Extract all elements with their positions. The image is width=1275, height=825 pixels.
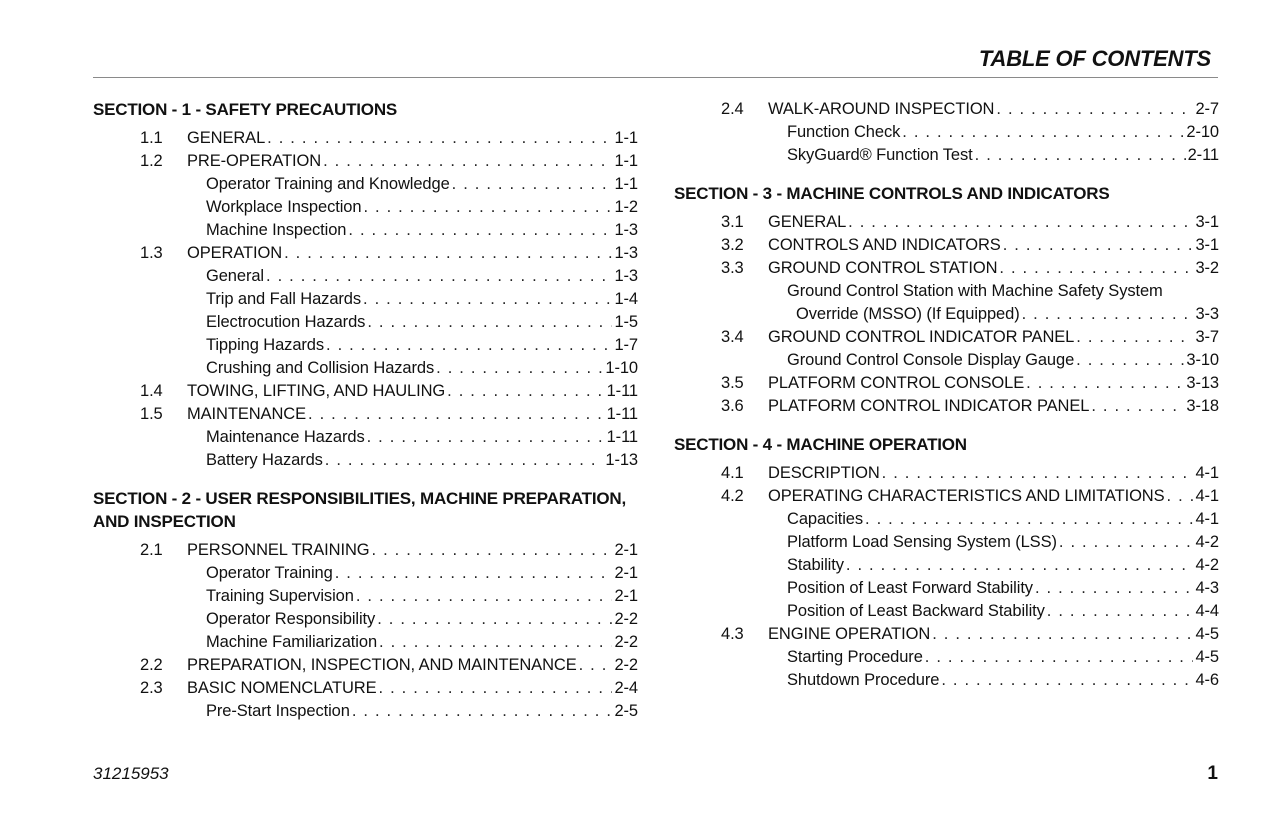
toc-entry-title: Electrocution Hazards [206, 313, 366, 331]
toc-entry[interactable] [93, 334, 638, 357]
toc-entry-line [206, 288, 638, 311]
toc-section [93, 487, 638, 723]
toc-entry-number: 1.5 [140, 405, 163, 423]
dot-leader [1003, 234, 1194, 257]
toc-entry-line [206, 631, 638, 654]
toc-entry-line [187, 380, 638, 403]
toc-entry-title: Shutdown Procedure [787, 671, 940, 689]
toc-entry-title: PREPARATION, INSPECTION, AND MAINTENANCE [187, 656, 577, 674]
section-heading[interactable]: SECTION - 2 - USER RESPONSIBILITIES, MACHINE PREPARATION, AND INSPECTION [93, 489, 626, 531]
toc-entry[interactable] [674, 234, 1219, 257]
section-heading[interactable]: SECTION - 4 - MACHINE OPERATION [674, 435, 967, 454]
toc-entry[interactable] [93, 677, 638, 700]
toc-entry[interactable] [93, 562, 638, 585]
toc-entry-page: 2-1 [614, 564, 638, 582]
toc-entry-page: 2-1 [614, 587, 638, 605]
toc-entry-line [768, 326, 1219, 349]
toc-entry[interactable] [93, 449, 638, 472]
toc-entry-title: PRE-OPERATION [187, 152, 322, 170]
toc-entry-page: 1-11 [606, 405, 638, 423]
dot-leader [452, 173, 613, 196]
toc-entry-title: Machine Familiarization [206, 633, 378, 651]
toc-entry[interactable] [674, 531, 1219, 554]
toc-entry-number: 2.3 [140, 679, 163, 697]
dot-leader [367, 426, 605, 449]
toc-entry-title: GENERAL [187, 129, 266, 147]
toc-entry-line [787, 508, 1219, 531]
toc-entry-title: Platform Load Sensing System (LSS) [787, 533, 1057, 551]
toc-entry-line [206, 265, 638, 288]
toc-entry-page: 2-10 [1186, 123, 1219, 141]
toc-entry-number: 3.6 [721, 397, 744, 415]
toc-entry-page: 1-10 [605, 359, 638, 377]
toc-entry-page: 1-1 [614, 175, 638, 193]
toc-entry-page: 3-7 [1195, 328, 1219, 346]
dot-leader [932, 623, 1193, 646]
dot-leader [356, 585, 613, 608]
dot-leader [308, 403, 605, 426]
toc-entry-title: GROUND CONTROL STATION [768, 259, 998, 277]
toc-entry-page: 3-3 [1195, 305, 1219, 323]
toc-entry-line [787, 600, 1219, 623]
toc-entry-line [768, 462, 1219, 485]
toc-entry-title: Position of Least Forward Stability [787, 579, 1033, 597]
toc-entry[interactable] [674, 326, 1219, 349]
toc-entry-page: 4-4 [1195, 602, 1219, 620]
toc-entry-line [187, 654, 638, 677]
toc-entry-page: 1-5 [614, 313, 638, 331]
toc-entry-number: 2.2 [140, 656, 163, 674]
toc-entry-number: 1.4 [140, 382, 163, 400]
toc-entry-line [206, 608, 638, 631]
toc-entry-title: GENERAL [768, 213, 847, 231]
dot-leader [266, 265, 612, 288]
dot-leader [1167, 485, 1194, 508]
toc-entry[interactable] [674, 121, 1219, 144]
toc-entry-page: 1-3 [614, 221, 638, 239]
toc-entry-line [787, 554, 1219, 577]
toc-entry-title: Machine Inspection [206, 221, 347, 239]
toc-entry-line [206, 311, 638, 334]
dot-leader [367, 311, 612, 334]
toc-entry-line [206, 219, 638, 242]
toc-entry[interactable] [674, 508, 1219, 531]
toc-entry-line [206, 700, 638, 723]
toc-entry-number: 3.4 [721, 328, 744, 346]
toc-section [674, 182, 1219, 418]
toc-entry-page: 1-2 [614, 198, 638, 216]
toc-entry[interactable] [674, 462, 1219, 485]
toc-entry-line [206, 426, 638, 449]
dot-leader [284, 242, 612, 265]
toc-entry-number: 1.2 [140, 152, 163, 170]
page-title: TABLE OF CONTENTS [978, 46, 1211, 71]
dot-leader [363, 288, 612, 311]
toc-entry-title: Function Check [787, 123, 901, 141]
toc-entry-page: 2-4 [614, 679, 638, 697]
toc-entry-title: Starting Procedure [787, 648, 923, 666]
toc-entry-page: 1-3 [614, 267, 638, 285]
dot-leader [1091, 395, 1184, 418]
dot-leader [925, 646, 1194, 669]
toc-entry-page: 2-2 [614, 633, 638, 651]
toc-entry[interactable] [93, 631, 638, 654]
toc-entry-title: Stability [787, 556, 844, 574]
toc-entry-page: 4-5 [1195, 625, 1219, 643]
toc-entry[interactable] [93, 127, 638, 150]
toc-entry-page: 3-1 [1195, 213, 1219, 231]
toc-entry-page: 3-10 [1186, 351, 1219, 369]
toc-entry-title: Ground Control Station with Machine Safety System [787, 282, 1163, 300]
toc-entry-page: 1-1 [614, 152, 638, 170]
dot-leader [447, 380, 604, 403]
toc-section [674, 433, 1219, 692]
toc-entry-title: PLATFORM CONTROL CONSOLE [768, 374, 1025, 392]
dot-leader [1035, 577, 1193, 600]
toc-entry-title: OPERATION [187, 244, 283, 262]
toc-entry-line [768, 257, 1219, 280]
toc-entry-line [768, 234, 1219, 257]
dot-leader [1059, 531, 1194, 554]
toc-entry-line [187, 677, 638, 700]
toc-entry-line [206, 173, 638, 196]
toc-entry-line [787, 531, 1219, 554]
toc-entry-page: 4-3 [1195, 579, 1219, 597]
toc-entry-number: 4.1 [721, 464, 744, 482]
toc-entry[interactable] [674, 395, 1219, 418]
dot-leader [348, 219, 612, 242]
toc-entry-number: 3.5 [721, 374, 744, 392]
toc-entry[interactable] [674, 144, 1219, 167]
toc-entry-line [206, 357, 638, 380]
toc-entry-title: Operator Training and Knowledge [206, 175, 450, 193]
toc-entry[interactable] [93, 380, 638, 403]
dot-leader [1076, 349, 1184, 372]
toc-entry-line [787, 646, 1219, 669]
toc-entry-number: 3.2 [721, 236, 744, 254]
dot-leader [579, 654, 613, 677]
toc-entry-number: 4.3 [721, 625, 744, 643]
toc-entry-title: OPERATING CHARACTERISTICS AND LIMITATIONS [768, 487, 1165, 505]
toc-entry-page: 1-3 [614, 244, 638, 262]
toc-entry[interactable] [93, 403, 638, 426]
toc-entry-line [787, 144, 1219, 167]
toc-entry-number: 3.1 [721, 213, 744, 231]
toc-entry-page: 1-11 [606, 382, 638, 400]
dot-leader [996, 98, 1193, 121]
toc-entry-title: Capacities [787, 510, 864, 528]
toc-entry-page: 4-1 [1195, 487, 1219, 505]
header-rule [93, 77, 1218, 78]
toc-entry-title: SkyGuard® Function Test [787, 146, 973, 164]
dot-leader [379, 631, 612, 654]
toc-entry-line [768, 485, 1219, 508]
toc-entry-title: Tipping Hazards [206, 336, 325, 354]
section-heading[interactable]: SECTION - 1 - SAFETY PRECAUTIONS [93, 100, 398, 119]
toc-entry[interactable] [93, 288, 638, 311]
toc-entry-title: Operator Training [206, 564, 333, 582]
toc-entry-title: Override (MSSO) (If Equipped) [796, 305, 1020, 323]
toc-entry-title: PLATFORM CONTROL INDICATOR PANEL [768, 397, 1090, 415]
dot-leader [352, 700, 613, 723]
toc-entry-line [206, 196, 638, 219]
toc-entry-page: 1-11 [606, 428, 638, 446]
toc-entry-line [787, 121, 1219, 144]
toc-entry-title: DESCRIPTION [768, 464, 880, 482]
toc-entry-line [787, 349, 1219, 372]
toc-entry[interactable] [93, 311, 638, 334]
toc-entry-line [787, 280, 1219, 303]
dot-leader [865, 508, 1193, 531]
toc-entry-title: Workplace Inspection [206, 198, 362, 216]
toc-entry-line [768, 211, 1219, 234]
toc-entry-page: 3-13 [1186, 374, 1219, 392]
dot-leader [325, 449, 604, 472]
dot-leader [999, 257, 1193, 280]
dot-leader [377, 608, 612, 631]
toc-entry-page: 2-2 [614, 610, 638, 628]
toc-entry-line [187, 403, 638, 426]
toc-entry-page: 3-18 [1186, 397, 1219, 415]
toc-entry-page: 2-5 [614, 702, 638, 720]
dot-leader [363, 196, 612, 219]
toc-entry-line [187, 242, 638, 265]
toc-entry[interactable] [93, 426, 638, 449]
dot-leader [846, 554, 1194, 577]
toc-section [93, 98, 638, 472]
dot-leader [1047, 600, 1194, 623]
toc-entry[interactable] [93, 654, 638, 677]
toc-entry-line [206, 562, 638, 585]
dot-leader [323, 150, 612, 173]
toc-entry[interactable] [674, 623, 1219, 646]
toc-entry-page: 2-7 [1195, 100, 1219, 118]
toc-entry[interactable] [674, 554, 1219, 577]
toc-entry-title: Training Supervision [206, 587, 354, 605]
toc-entry-title: Trip and Fall Hazards [206, 290, 362, 308]
toc-entry-title: General [206, 267, 265, 285]
toc-entry-page: 1-4 [614, 290, 638, 308]
toc-entry-page: 3-1 [1195, 236, 1219, 254]
dot-leader [975, 144, 1186, 167]
toc-entry-page: 1-1 [614, 129, 638, 147]
toc-entry-number: 1.1 [140, 129, 163, 147]
toc-entry-title: Maintenance Hazards [206, 428, 365, 446]
toc-entry-title: Crushing and Collision Hazards [206, 359, 435, 377]
dot-leader [436, 357, 603, 380]
toc-entry-line [206, 334, 638, 357]
dot-leader [902, 121, 1184, 144]
toc-entry-page: 2-2 [614, 656, 638, 674]
toc-left-column [93, 98, 638, 738]
toc-entry[interactable] [674, 600, 1219, 623]
toc-entry[interactable] [93, 196, 638, 219]
toc-entry-line [187, 539, 638, 562]
toc-entry-title: Pre-Start Inspection [206, 702, 350, 720]
dot-leader [379, 677, 613, 700]
document-number: 31215953 [93, 764, 169, 783]
toc-entry-number: 2.1 [140, 541, 163, 559]
toc-entry-title: Ground Control Console Display Gauge [787, 351, 1075, 369]
toc-entry-page: 4-1 [1195, 510, 1219, 528]
toc-entry-title: TOWING, LIFTING, AND HAULING [187, 382, 446, 400]
toc-entry[interactable] [93, 150, 638, 173]
toc-entry-title: ENGINE OPERATION [768, 625, 931, 643]
dot-leader [1076, 326, 1193, 349]
toc-entry-line [768, 98, 1219, 121]
toc-entry[interactable] [93, 608, 638, 631]
toc-entry-page: 4-5 [1195, 648, 1219, 666]
toc-entry-page: 4-1 [1195, 464, 1219, 482]
toc-entry-number: 1.3 [140, 244, 163, 262]
toc-entry-title: CONTROLS AND INDICATORS [768, 236, 1001, 254]
toc-entry-line [768, 372, 1219, 395]
toc-entry-page: 4-6 [1195, 671, 1219, 689]
toc-entry-line [787, 577, 1219, 600]
dot-leader [1026, 372, 1184, 395]
toc-entry[interactable] [93, 585, 638, 608]
toc-entry[interactable] [674, 669, 1219, 692]
toc-entry-title: GROUND CONTROL INDICATOR PANEL [768, 328, 1075, 346]
toc-entry[interactable] [674, 372, 1219, 395]
toc-entry-line [206, 585, 638, 608]
dot-leader [1022, 303, 1194, 326]
toc-entry[interactable] [93, 265, 638, 288]
toc-entry[interactable] [93, 219, 638, 242]
toc-entry[interactable] [674, 349, 1219, 372]
toc-entry-page: 1-13 [605, 451, 638, 469]
page-number: 1 [1207, 763, 1218, 784]
toc-entry[interactable] [674, 211, 1219, 234]
toc-entry[interactable] [674, 577, 1219, 600]
dot-leader [267, 127, 612, 150]
toc-entry-line [768, 623, 1219, 646]
toc-entry-line [206, 449, 638, 472]
toc-entry[interactable] [93, 700, 638, 723]
toc-entry-number: 2.4 [721, 100, 744, 118]
dot-leader [941, 669, 1193, 692]
dot-leader [882, 462, 1194, 485]
toc-entry-number: 4.2 [721, 487, 744, 505]
toc-entry[interactable] [674, 98, 1219, 121]
toc-entry-title: BASIC NOMENCLATURE [187, 679, 377, 697]
toc-entry[interactable] [93, 173, 638, 196]
section-heading[interactable]: SECTION - 3 - MACHINE CONTROLS AND INDICATORS [674, 184, 1110, 203]
toc-entry[interactable] [674, 485, 1219, 508]
toc-entry-title: Operator Responsibility [206, 610, 376, 628]
toc-entry-page: 2-1 [614, 541, 638, 559]
dot-leader [372, 539, 613, 562]
toc-entry-line [796, 303, 1219, 326]
toc-entry[interactable] [93, 539, 638, 562]
toc-continuation [674, 98, 1219, 167]
toc-entry[interactable] [674, 303, 1219, 326]
toc-entry-title: Position of Least Backward Stability [787, 602, 1045, 620]
dot-leader [326, 334, 612, 357]
toc-entry-page: 4-2 [1195, 556, 1219, 574]
toc-entry-title: WALK-AROUND INSPECTION [768, 100, 995, 118]
dot-leader [335, 562, 613, 585]
toc-entry[interactable] [674, 280, 1219, 303]
toc-entry[interactable] [93, 242, 638, 265]
toc-entry-line [187, 127, 638, 150]
toc-entry[interactable] [674, 257, 1219, 280]
toc-entry[interactable] [93, 357, 638, 380]
toc-entry-page: 2-11 [1187, 146, 1219, 164]
toc-entry-number: 3.3 [721, 259, 744, 277]
toc-entry-title: PERSONNEL TRAINING [187, 541, 370, 559]
toc-entry-page: 4-2 [1195, 533, 1219, 551]
toc-entry-line [768, 395, 1219, 418]
dot-leader [848, 211, 1193, 234]
toc-entry-line [787, 669, 1219, 692]
toc-entry-page: 1-7 [614, 336, 638, 354]
toc-right-column [674, 98, 1219, 707]
toc-entry[interactable] [674, 646, 1219, 669]
toc-entry-line [187, 150, 638, 173]
toc-entry-title: Battery Hazards [206, 451, 323, 469]
toc-entry-page: 3-2 [1195, 259, 1219, 277]
toc-entry-title: MAINTENANCE [187, 405, 306, 423]
